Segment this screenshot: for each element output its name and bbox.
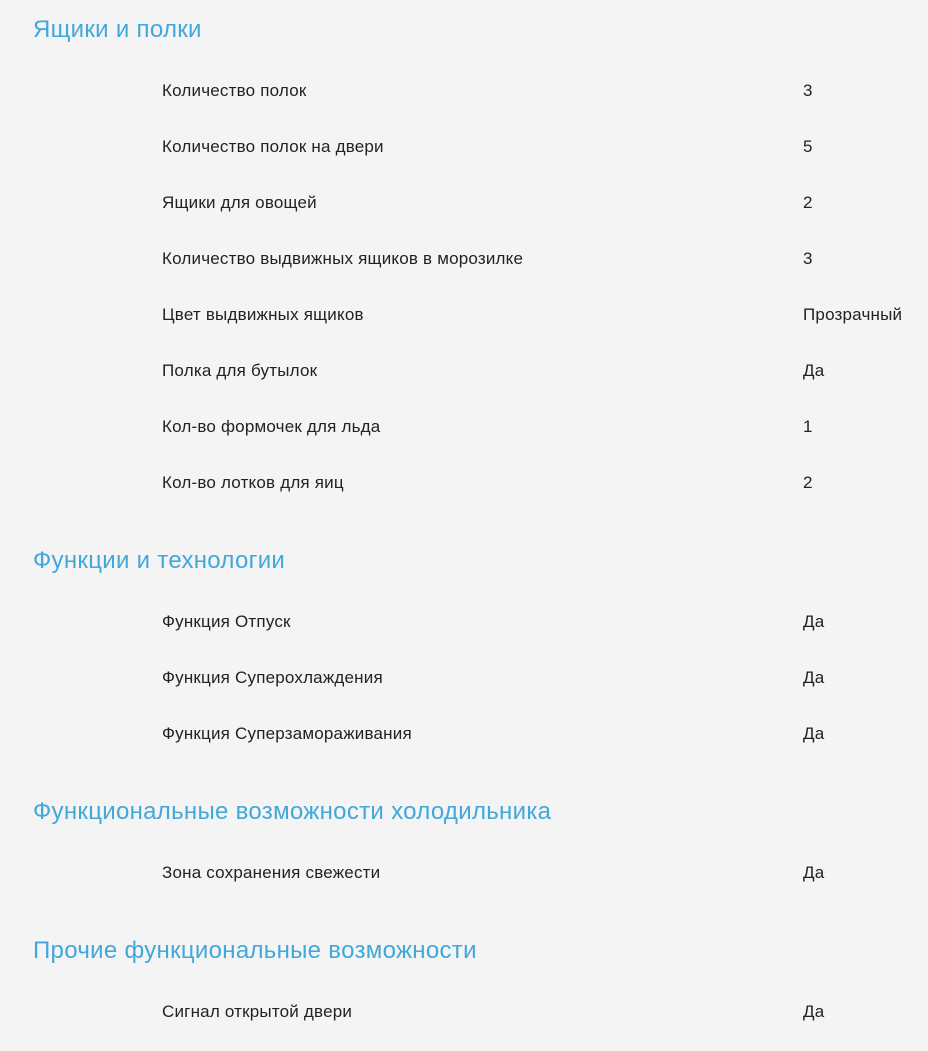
section-title: Прочие функциональные возможности	[33, 937, 477, 964]
spec-value: Да	[803, 361, 825, 380]
section-functions-and-technologies	[0, 546, 928, 762]
spec-value: 5	[803, 137, 813, 156]
spec-label: Функция Суперзамораживания	[162, 724, 412, 743]
spec-label: Количество полок на двери	[162, 137, 384, 156]
spec-label: Количество полок	[162, 81, 307, 100]
spec-value: Прозрачный	[803, 305, 903, 324]
spec-row	[0, 287, 928, 343]
spec-label: Количество выдвижных ящиков в морозилке	[162, 249, 524, 268]
spec-value: 2	[803, 193, 813, 212]
specifications-page	[0, 15, 928, 1051]
spec-value: Да	[803, 724, 825, 743]
spec-row	[0, 706, 928, 762]
spec-row	[0, 63, 928, 119]
spec-value: 2	[803, 473, 813, 492]
spec-row	[0, 984, 928, 1040]
spec-label: Функция Суперохлаждения	[162, 668, 383, 687]
spec-row	[0, 175, 928, 231]
section-drawers-and-shelves	[0, 15, 928, 511]
spec-value: Да	[803, 1002, 825, 1021]
spec-row	[0, 343, 928, 399]
spec-value: 3	[803, 249, 813, 268]
spec-label: Полка для бутылок	[162, 361, 318, 380]
section-title: Функциональные возможности холодильника	[33, 798, 552, 825]
spec-row	[0, 399, 928, 455]
spec-label: Кол-во лотков для яиц	[162, 473, 344, 492]
section-fridge-capabilities	[0, 797, 928, 901]
spec-value: 1	[803, 417, 813, 436]
spec-value: Да	[803, 668, 825, 687]
spec-row	[0, 594, 928, 650]
spec-value: Да	[803, 863, 825, 882]
spec-value: 3	[803, 81, 813, 100]
spec-row	[0, 650, 928, 706]
spec-label: Ящики для овощей	[162, 193, 317, 212]
section-title: Функции и технологии	[33, 547, 286, 574]
spec-row	[0, 845, 928, 901]
spec-row	[0, 119, 928, 175]
spec-label: Функция Отпуск	[162, 612, 291, 631]
section-title: Ящики и полки	[33, 16, 202, 43]
spec-row	[0, 455, 928, 511]
spec-label: Сигнал открытой двери	[162, 1002, 353, 1021]
section-other-capabilities	[0, 936, 928, 1040]
spec-label: Цвет выдвижных ящиков	[162, 305, 364, 324]
spec-label: Кол-во формочек для льда	[162, 417, 381, 436]
spec-row	[0, 231, 928, 287]
spec-value: Да	[803, 612, 825, 631]
spec-label: Зона сохранения свежести	[162, 863, 381, 882]
